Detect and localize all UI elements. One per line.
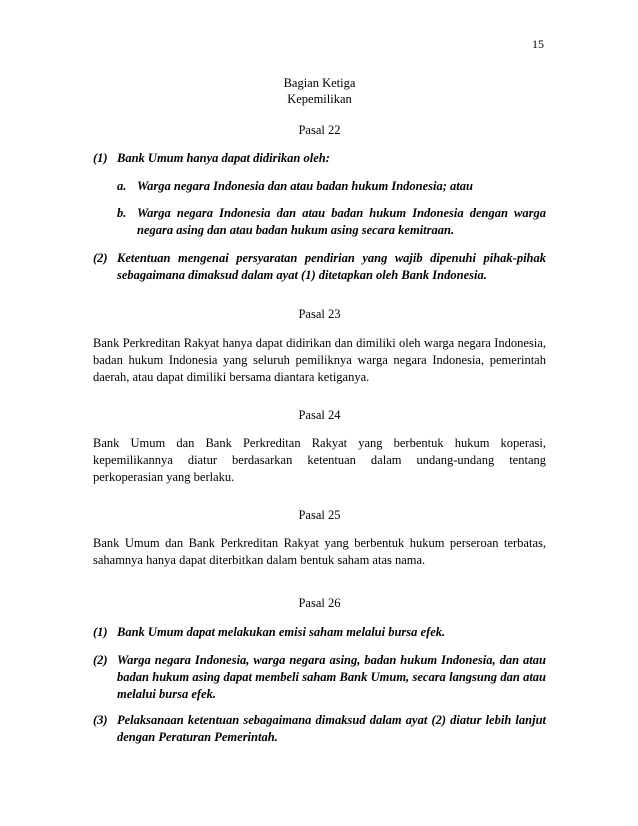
sub-item-text: Warga negara Indonesia dan atau badan hukum Indonesia dengan warga negara asing dan atau badan hukum asing secara kemitraan. xyxy=(137,206,546,237)
pasal-24-text: Bank Umum dan Bank Perkreditan Rakyat yang berbentuk hukum koperasi, kepemilikannya diatur berdasarkan ketentuan dalam undang-undang tentang perkoperasian yang berlaku. xyxy=(93,436,546,484)
item-text: Pelaksanaan ketentuan sebagaimana dimaksud dalam ayat (2) diatur lebih lanjut dengan Peraturan Pemerintah. xyxy=(117,713,546,744)
part-title: Bagian Ketiga xyxy=(283,76,356,90)
pasal-23-title: Pasal 23 xyxy=(298,307,341,321)
pasal-22-sub-b xyxy=(117,205,546,239)
item-number: (3) xyxy=(93,713,108,727)
pasal-26-item-2 xyxy=(93,652,546,703)
item-number: (1) xyxy=(93,625,108,639)
sub-item-letter: a. xyxy=(117,179,127,193)
item-number: (2) xyxy=(93,251,108,265)
pasal-25-text: Bank Umum dan Bank Perkreditan Rakyat yang berbentuk hukum perseroan terbatas, sahamnya hanya dapat diterbitkan dalam bentuk saham atas nama. xyxy=(93,536,546,567)
pasal-25-title: Pasal 25 xyxy=(298,508,341,522)
item-text: Warga negara Indonesia, warga negara asing, badan hukum Indonesia, dan atau badan hukum asing dapat membeli saham Bank Umum, secara langsung dan atau melalui bursa efek. xyxy=(117,653,546,701)
pasal-22-sub-a xyxy=(117,178,546,195)
pasal-23-text: Bank Perkreditan Rakyat hanya dapat didirikan dan dimiliki oleh warga negara Indonesia, badan hukum Indonesia yang seluruh pemiliknya warga negara Indonesia, pemerintah daerah, atau dapat dimiliki bersama diantara ketiganya. xyxy=(93,336,546,384)
pasal-22-item-2 xyxy=(93,250,546,284)
pasal-24-title: Pasal 24 xyxy=(298,408,341,422)
item-number: (2) xyxy=(93,653,108,667)
item-text: Bank Umum dapat melakukan emisi saham melalui bursa efek. xyxy=(117,625,446,639)
page-number: 15 xyxy=(532,37,544,51)
pasal-26-item-1 xyxy=(93,624,546,641)
sub-item-text: Warga negara Indonesia dan atau badan hukum Indonesia; atau xyxy=(137,179,473,193)
sub-item-letter: b. xyxy=(117,206,127,220)
pasal-26-item-3 xyxy=(93,712,546,746)
pasal-22-item-1 xyxy=(93,150,546,167)
item-text: Ketentuan mengenai persyaratan pendirian yang wajib dipenuhi pihak-pihak sebagaimana dimaksud dalam ayat (1) ditetapkan oleh Bank Indonesia. xyxy=(117,251,546,282)
part-subtitle: Kepemilikan xyxy=(287,92,352,106)
pasal-22-title: Pasal 22 xyxy=(298,123,341,137)
item-number: (1) xyxy=(93,151,108,165)
pasal-26-title: Pasal 26 xyxy=(298,596,341,610)
item-text: Bank Umum hanya dapat didirikan oleh: xyxy=(117,151,330,165)
